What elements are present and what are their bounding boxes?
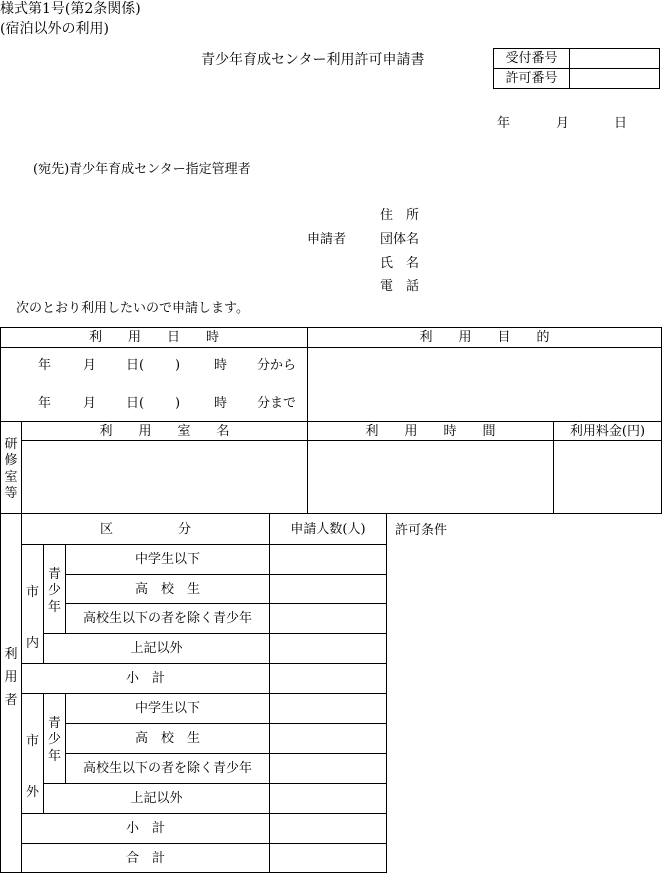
applicant-group-label: 団体名 bbox=[380, 232, 420, 247]
conditions-label: 許可条件 bbox=[395, 523, 448, 538]
date-month: 月 bbox=[556, 116, 570, 131]
count-field[interactable] bbox=[270, 545, 386, 574]
outside-high-school-label: 高 校 生 bbox=[134, 731, 200, 746]
count-field[interactable] bbox=[270, 784, 386, 813]
to-day: 日( bbox=[126, 396, 145, 411]
to-hour: 時 bbox=[214, 396, 228, 411]
inside-other-label: 上記以外 bbox=[130, 641, 183, 656]
permit-number-field[interactable] bbox=[570, 69, 659, 88]
count-header: 申請人数(人) bbox=[290, 521, 366, 537]
permit-number-label: 許可番号 bbox=[505, 70, 558, 86]
outside-city-label: 市 外 bbox=[25, 734, 39, 800]
to-weekday-close: ) bbox=[175, 396, 181, 411]
outside-subtotal-label: 小 計 bbox=[125, 821, 165, 836]
usage-note: (宿泊以外の利用) bbox=[0, 21, 109, 37]
purpose-field[interactable] bbox=[308, 348, 661, 421]
from-year: 年 bbox=[38, 358, 52, 373]
from-month: 月 bbox=[83, 358, 97, 373]
count-field[interactable] bbox=[270, 575, 386, 603]
inside-youth-label: 青 少 年 bbox=[47, 567, 61, 615]
count-field[interactable] bbox=[270, 724, 386, 753]
count-field[interactable] bbox=[270, 694, 386, 723]
room-name-header: 利 用 室 名 bbox=[99, 423, 230, 439]
inside-high-school-label: 高 校 生 bbox=[134, 581, 200, 597]
count-field[interactable] bbox=[270, 634, 386, 663]
count-field[interactable] bbox=[270, 844, 386, 872]
intro-text: 次のとおり利用したいので申請します。 bbox=[16, 301, 249, 316]
outside-other-label: 上記以外 bbox=[130, 791, 183, 806]
to-month: 月 bbox=[83, 396, 97, 411]
date-day: 日 bbox=[614, 116, 628, 131]
count-field[interactable] bbox=[270, 814, 386, 843]
category-header: 区 分 bbox=[99, 521, 191, 537]
reception-number-label: 受付番号 bbox=[505, 50, 558, 66]
count-field[interactable] bbox=[270, 754, 386, 783]
addressee: (宛先)青少年育成センター指定管理者 bbox=[33, 162, 251, 177]
applicant-name-label: 氏 名 bbox=[380, 256, 420, 271]
fee-header: 利用料金(円) bbox=[569, 423, 646, 439]
outside-youth-label: 青 少 年 bbox=[47, 716, 61, 764]
total-label: 合 計 bbox=[125, 850, 165, 866]
reception-number-field[interactable] bbox=[570, 49, 659, 68]
from-weekday-close: ) bbox=[175, 358, 181, 373]
applicant-phone-label: 電 話 bbox=[380, 279, 420, 294]
date-year: 年 bbox=[497, 116, 511, 131]
count-field[interactable] bbox=[270, 664, 386, 693]
to-minute: 分まで bbox=[257, 396, 297, 411]
inside-city-label: 市 内 bbox=[25, 585, 39, 651]
room-name-field[interactable] bbox=[22, 441, 307, 513]
applicant-label: 申請者 bbox=[307, 232, 347, 247]
purpose-header: 利 用 目 的 bbox=[419, 330, 550, 345]
time-field[interactable] bbox=[308, 441, 553, 513]
form-number: 様式第1号(第2条関係) bbox=[0, 1, 141, 17]
users-side-label: 利 用 者 bbox=[4, 647, 18, 708]
datetime-header: 利 用 日 時 bbox=[88, 330, 219, 345]
outside-middle-school-label: 中学生以下 bbox=[134, 701, 200, 716]
inside-middle-school-label: 中学生以下 bbox=[134, 552, 200, 567]
time-header: 利 用 時 間 bbox=[365, 423, 496, 439]
page-title: 青少年育成センター利用許可申請書 bbox=[201, 52, 425, 68]
count-field[interactable] bbox=[270, 604, 386, 633]
inside-youth-other-label: 高校生以下の者を除く青少年 bbox=[82, 611, 252, 626]
from-day: 日( bbox=[126, 358, 145, 373]
to-year: 年 bbox=[38, 396, 52, 411]
fee-field[interactable] bbox=[554, 441, 661, 513]
inside-subtotal-label: 小 計 bbox=[125, 671, 165, 686]
from-hour: 時 bbox=[214, 358, 228, 373]
outside-youth-other-label: 高校生以下の者を除く青少年 bbox=[82, 761, 252, 776]
applicant-address-label: 住 所 bbox=[380, 208, 420, 223]
rooms-side-label: 研 修 室 等 bbox=[4, 437, 18, 501]
from-minute: 分から bbox=[257, 358, 297, 373]
